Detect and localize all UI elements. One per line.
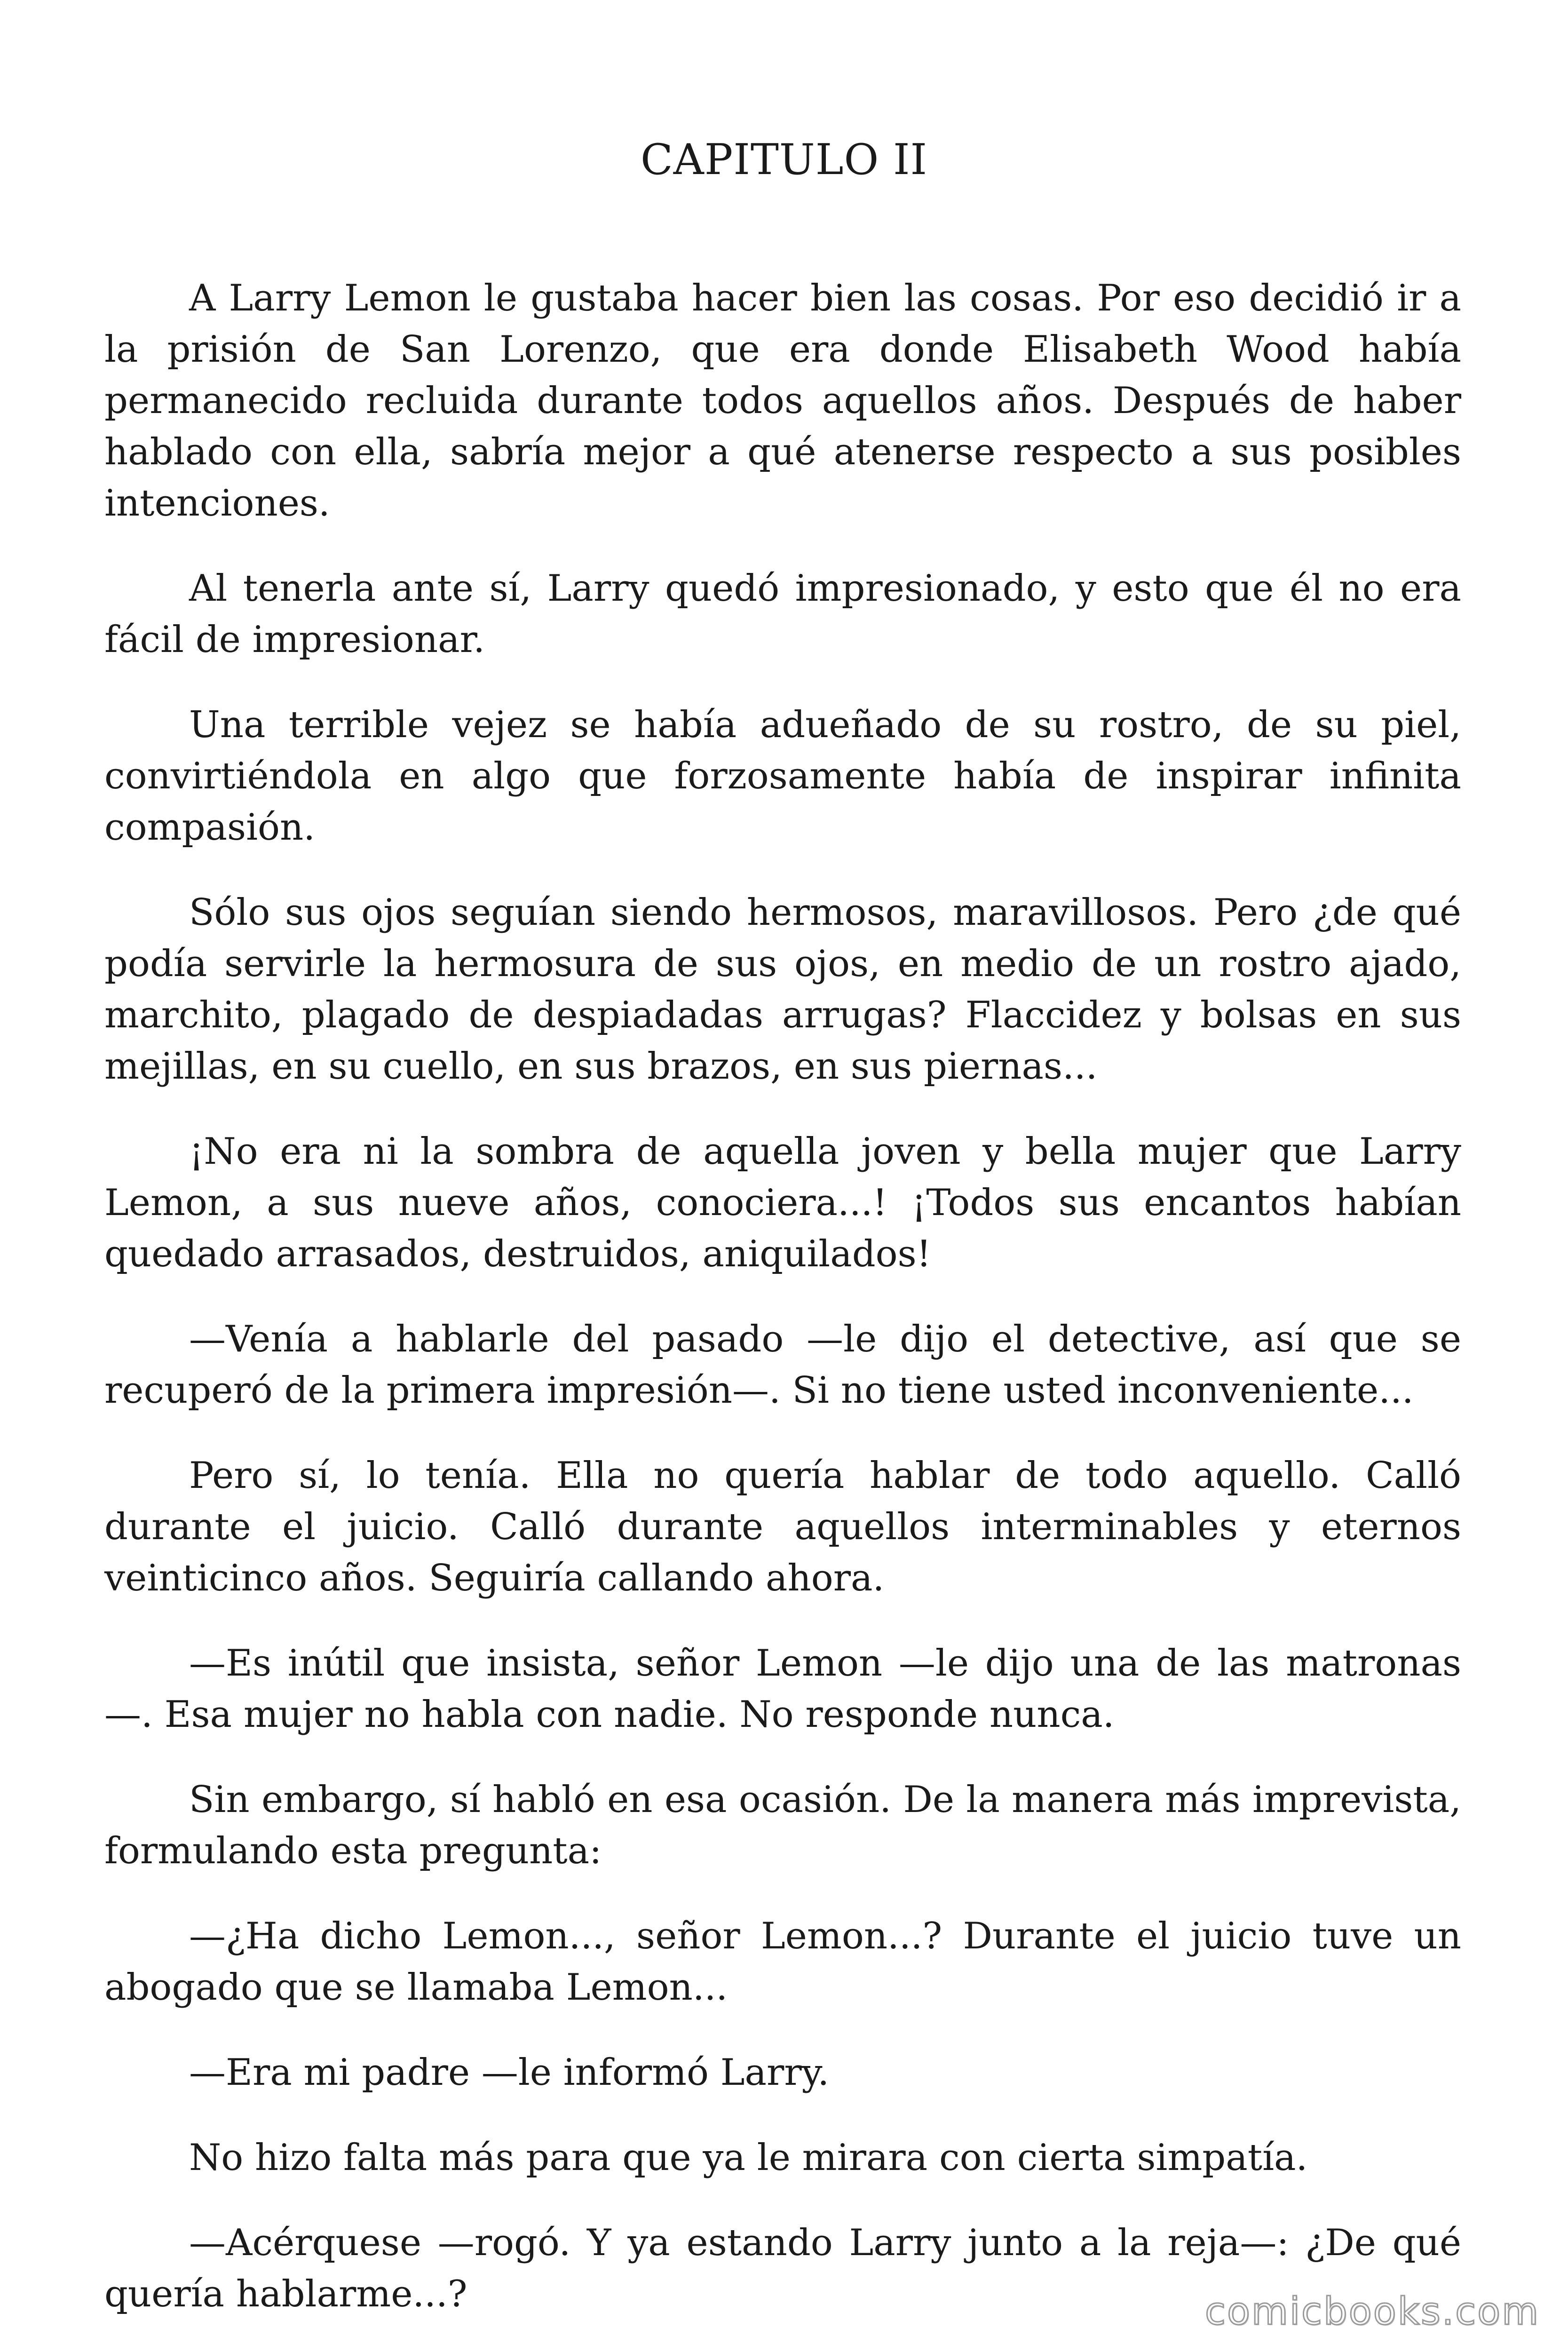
paragraph: A Larry Lemon le gustaba hacer bien las cosas. Por eso decidió ir a la prisión de San Lorenzo, que era donde Elisabeth Wood había permanecido recluida durante todos aquellos años. Después de haber hablado con ella, sabría mejor a qué atenerse respecto a sus posibles intenciones.: [104, 277, 1461, 524]
paragraph: Sólo sus ojos seguían siendo hermosos, maravillosos. Pero ¿de qué podía servirle la hermosura de sus ojos, en medio de un rostro ajado, marchito, plagado de despiadadas arrugas? Flaccidez y bolsas en sus mejillas, en su cuello, en sus brazos, en sus piernas...: [104, 891, 1461, 1088]
paragraph: —Acérquese —rogó. Y ya estando Larry junto a la reja—: ¿De qué quería hablarme...?: [104, 2222, 1461, 2315]
paragraph: No hizo falta más para que ya le mirara con cierta simpatía.: [189, 2137, 1308, 2179]
paragraph: —Venía a hablarle del pasado —le dijo el detective, así que se recuperó de la primera impresión—. Si no tiene usted inconveniente...: [104, 1318, 1461, 1412]
paragraph: Pero sí, lo tenía. Ella no quería hablar de todo aquello. Calló durante el juicio. Calló durante aquellos interminables y eternos veinticinco años. Seguiría callando ahora.: [104, 1454, 1461, 1599]
chapter-title: CAPITULO II: [640, 135, 928, 184]
paragraph: —Era mi padre —le informó Larry.: [189, 2051, 830, 2094]
chapter-body: [104, 273, 1461, 2352]
paragraph: —¿Ha dicho Lemon..., señor Lemon...? Durante el juicio tuve un abogado que se llamaba Lemon...: [104, 1915, 1461, 2009]
paragraph: Sin embargo, sí habló en esa ocasión. De la manera más imprevista, formulando esta pregunta:: [104, 1779, 1461, 1872]
paragraph: —Es inútil que insista, señor Lemon —le dijo una de las matronas —. Esa mujer no habla con nadie. No responde nunca.: [104, 1642, 1461, 1736]
paragraph: ¡No era ni la sombra de aquella joven y bella mujer que Larry Lemon, a sus nueve años, conociera...! ¡Todos sus encantos habían quedado arrasados, destruidos, aniquilados!: [104, 1130, 1461, 1275]
watermark: comicbooks.com: [1204, 2289, 1540, 2333]
paragraph: Al tenerla ante sí, Larry quedó impresionado, y esto que él no era fácil de impresionar.: [104, 567, 1461, 661]
paragraph: Una terrible vejez se había adueñado de su rostro, de su piel, convirtiéndola en algo que forzosamente había de inspirar infinita compasión.: [104, 704, 1461, 849]
